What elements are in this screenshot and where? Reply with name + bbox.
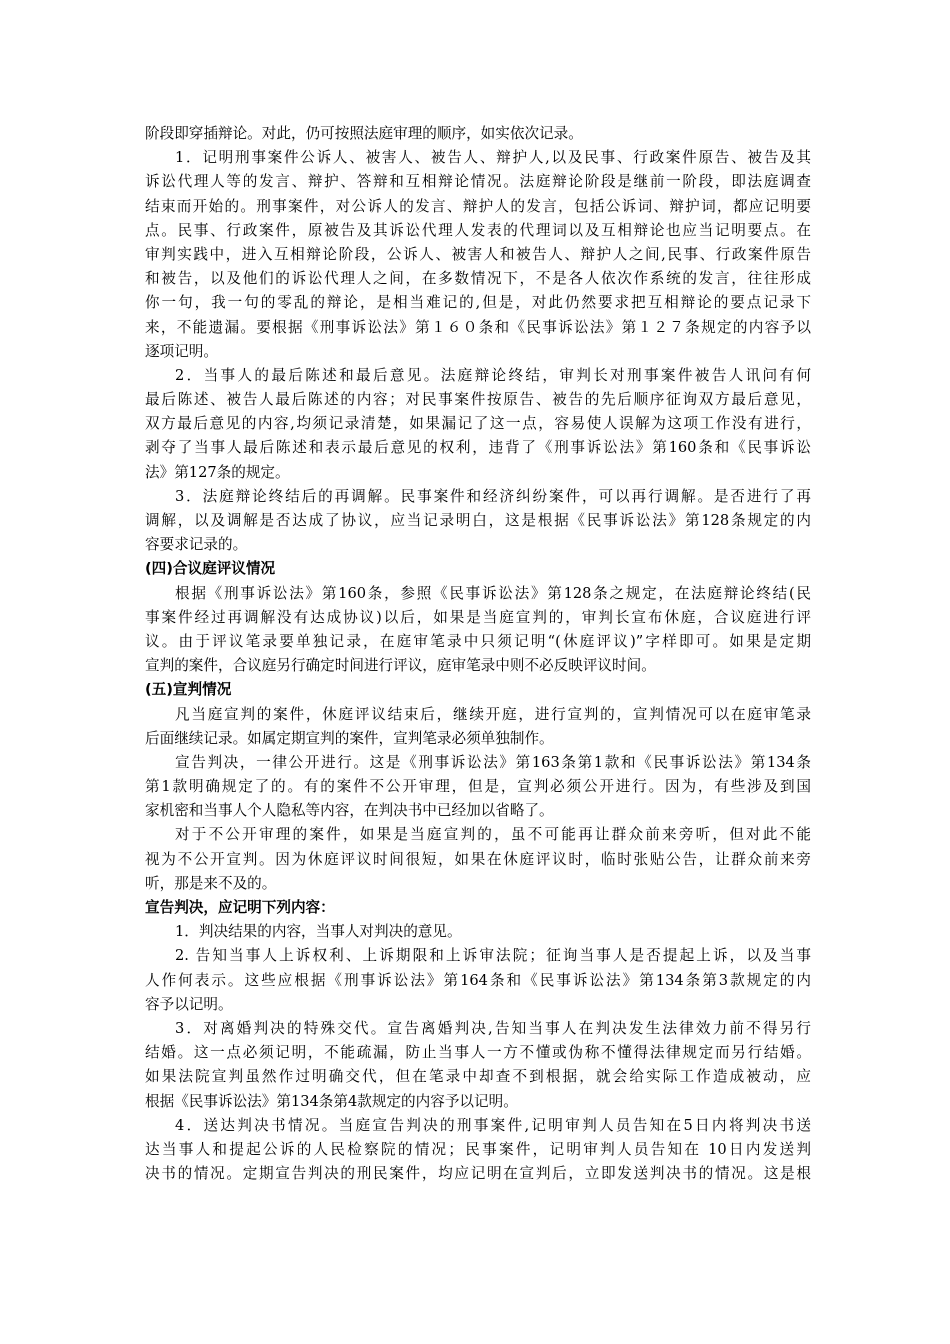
text-line: 2. 告知当事人上诉权利、上诉期限和上诉审法院；征询当事人是否提起上诉，以及当事	[175, 947, 811, 965]
text-line: 视为不公开宣判。因为休庭评议时间很短，如果在休庭评议时，临时张贴公告，让群众前来旁	[145, 850, 811, 868]
text-line: 最后陈述、被告人最后陈述的内容；对民事案件按原告、被告的先后顺序征询双方最后意见，	[145, 391, 811, 409]
text-line: 根据《刑事诉讼法》第160条，参照《民事诉讼法》第128条之规定，在法庭辩论终结(民	[175, 584, 811, 602]
text-line: 剥夺了当事人最后陈述和表示最后意见的权利，违背了《刑事诉讼法》第160条和《民事诉讼	[145, 439, 811, 457]
text-line: 根据《民事诉讼法》第134条第4款规定的内容予以记明。	[145, 1092, 518, 1110]
text-line: 宣告判决，一律公开进行。这是《刑事诉讼法》第163条第1款和《民事诉讼法》第134条	[175, 753, 811, 771]
text-line: 1．记明刑事案件公诉人、被害人、被告人、辩护人,以及民事、行政案件原告、被告及其	[175, 149, 811, 167]
text-line: 人作何表示。这些应根据《刑事诉讼法》第164条和《民事诉讼法》第134条第3款规定的内	[145, 971, 811, 989]
text-line: 宣判的案件，合议庭另行确定时间进行评议，庭审笔录中则不必反映评议时间。	[145, 657, 656, 675]
text-line: 结婚。这一点必须记明，不能疏漏，防止当事人一方不懂或伪称不懂得法律规定而另行结婚。	[145, 1044, 811, 1062]
section-heading: 宣告判决，应记明下列内容：	[145, 899, 335, 916]
text-line: 听，那是来不及的。	[145, 874, 277, 892]
text-line: 凡当庭宣判的案件，休庭评议结束后，继续开庭，进行宣判的，宣判情况可以在庭审笔录	[175, 705, 811, 723]
text-line: 2．当事人的最后陈述和最后意见。法庭辩论终结，审判长对刑事案件被告人讯问有何	[175, 366, 811, 384]
text-line: 达当事人和提起公诉的人民检察院的情况；民事案件，记明审判人员告知在 10日内发送判	[145, 1140, 811, 1158]
text-line: 诉讼代理人等的发言、辩护、答辩和互相辩论情况。法庭辩论阶段是继前一阶段，即法庭调查	[145, 173, 811, 191]
text-line: 家机密和当事人个人隐私等内容，在判决书中已经加以省略了。	[145, 802, 554, 820]
text-line: 对于不公开审理的案件，如果是当庭宣判的，虽不可能再让群众前来旁听，但对此不能	[175, 826, 811, 844]
text-line: 结束而开始的。刑事案件，对公诉人的发言、辩护人的发言，包括公诉词、辩护词，都应记明要	[145, 197, 811, 215]
text-line: 议。由于评议笔录要单独记录，在庭审笔录中只须记明“(休庭评议)”字样即可。如果是定期	[145, 632, 811, 650]
text-line: 逐项记明。	[145, 342, 218, 360]
text-line: 后面继续记录。如属定期宣判的案件，宣判笔录必须单独制作。	[145, 729, 554, 747]
text-line: 点。民事、行政案件，原被告及其诉讼代理人发表的代理词以及互相辩论也应当记明要点。在	[145, 221, 811, 239]
text-line: 决书的情况。定期宣告判决的刑民案件，均应记明在宣判后，立即发送判决书的情况。这是根	[145, 1165, 811, 1183]
section-heading: (五)宣判情况	[145, 681, 232, 699]
text-line: 4．送达判决书情况。当庭宣告判决的刑事案件,记明审判人员告知在5日内将判决书送	[175, 1116, 811, 1134]
text-line: 双方最后意见的内容,均须记录清楚，如果漏记了这一点，容易使人误解为这项工作没有进行，	[145, 415, 811, 433]
text-line: 调解，以及调解是否达成了协议，应当记录明白，这是根据《民事诉讼法》第128条规定的内	[145, 512, 811, 529]
text-line: 来，不能遗漏。要根据《刑事诉讼法》第１６０条和《民事诉讼法》第１２７条规定的内容予以	[145, 318, 811, 336]
text-line: 事案件经过再调解没有达成协议)以后，如果是当庭宣判的，审判长宣布休庭，合议庭进行评	[145, 608, 811, 626]
text-line: 如果法院宣判虽然作过明确交代，但在笔录中却查不到根据，就会给实际工作造成被动，应	[145, 1068, 811, 1086]
text-line: 3．法庭辩论终结后的再调解。民事案件和经济纠纷案件，可以再行调解。是否进行了再	[175, 487, 811, 505]
section-heading: (四)合议庭评议情况	[145, 560, 276, 578]
document-page	[145, 122, 811, 1186]
text-line: 第1款明确规定了的。有的案件不公开审理，但是，宣判必须公开进行。因为，有些涉及到国	[145, 778, 811, 796]
text-line: 审判实践中，进入互相辩论阶段，公诉人、被害人和被告人、辩护人之间,民事、行政案件原告	[145, 245, 811, 263]
text-line: 和被告，以及他们的诉讼代理人之间，在多数情况下，不是各人依次作系统的发言，往往形成	[145, 270, 811, 288]
text-line: 阶段即穿插辩论。对此，仍可按照法庭审理的顺序，如实依次记录。	[145, 125, 583, 142]
text-line: 容要求记录的。	[145, 536, 248, 554]
text-line: 法》第127条的规定。	[145, 463, 290, 481]
text-line: 你一句，我一句的零乱的辩论，是相当难记的,但是，对此仍然要求把互相辩论的要点记录下	[145, 294, 811, 312]
text-line: 1．判决结果的内容，当事人对判决的意见。	[175, 923, 462, 941]
text-line: 3．对离婚判决的特殊交代。宣告离婚判决,告知当事人在判决发生法律效力前不得另行	[175, 1019, 811, 1037]
text-line: 容予以记明。	[145, 995, 233, 1013]
